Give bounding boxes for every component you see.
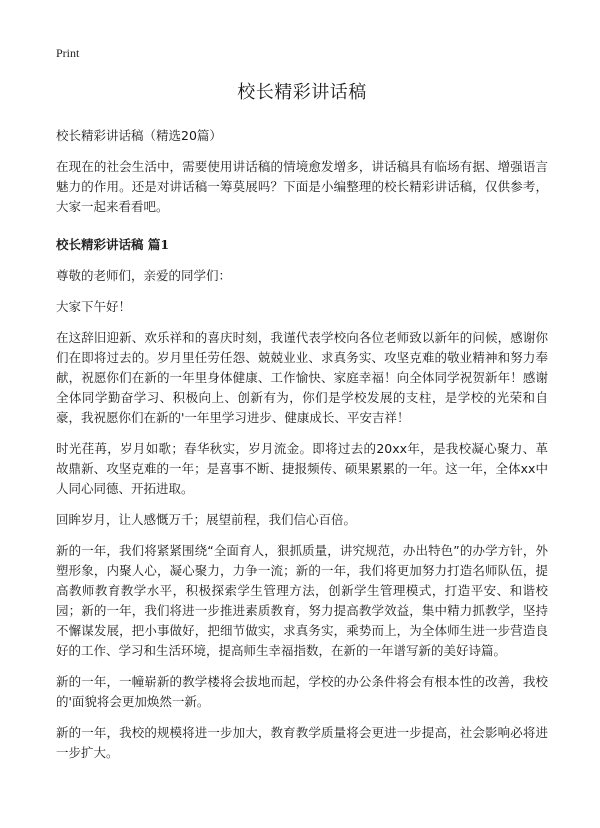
body-paragraph: 时光荏苒，岁月如歌；春华秋实，岁月流金。即将过去的20xx年，是我校凝心聚力、革故鼎新、攻坚克难的一年；是喜事不断、捷报频传、硕果累累的一年。这一年，全体xx中人同心同德、开拓进取。	[56, 441, 548, 496]
body-paragraph: 回眸岁月，让人感慨万千；展望前程，我们信心百倍。	[56, 512, 357, 527]
intro-paragraph: 在现在的社会生活中，需要使用讲话稿的情境愈发增多，讲话稿具有临场有据、增强语言魅力的作用。还是对讲话稿一筹莫展吗？下面是小编整理的校长精彩讲话稿，仅供参考，大家一起来看看吧。	[56, 159, 548, 214]
body-paragraph: 新的一年，我们将紧紧围绕“全面育人，狠抓质量，讲究规范，办出特色”的办学方针，外塑形象，内聚人心，凝心聚力，力争一流；新的一年，我们将更加努力打造名师队伍，提高教师教育教学水平，积极探索学生管理方法，创新学生管理模式，打造平安、和谐校园；新的一年，我们将进一步推进素质教育，努力提高教学效益，集中精力抓教学，坚持不懈谋发展，把小事做好，把细节做实，求真务实，乘势而上，为全体师生进一步营造良好的工作、学习和生活环境，提高师生幸福指数，在新的一年谱写新的美好诗篇。	[56, 543, 548, 658]
salutation-paragraph: 大家下午好！	[56, 299, 132, 314]
section-heading: 校长精彩讲话稿 篇1	[56, 237, 170, 252]
body-paragraph: 在这辞旧迎新、欢乐祥和的喜庆时刻，我谨代表学校向各位老师致以新年的问候，感谢你们在即将过去的。岁月里任劳任怨、兢兢业业、求真务实、攻坚克难的敬业精神和努力奉献，祝愿你们在新的一年里身体健康、工作愉快、家庭幸福！向全体同学祝贺新年！感谢全体同学勤奋学习、积极向上、创新有为，你们是学校发展的支柱，是学校的光荣和自豪，我祝愿你们在新的'一年里学习进步、健康成长、平安吉祥！	[56, 330, 548, 425]
document-subtitle: 校长精彩讲话稿（精选20篇）	[56, 128, 222, 143]
body-paragraph: 新的一年，我校的规模将进一步加大，教育教学质量将会更进一步提高，社会影响必将进一步扩大。	[56, 725, 548, 760]
greeting-paragraph: 尊敬的老师们，亲爱的同学们：	[56, 268, 232, 283]
document-title: 校长精彩讲话稿	[237, 82, 367, 103]
print-link[interactable]: Print	[56, 46, 80, 60]
body-paragraph: 新的一年，一幢崭新的教学楼将会拔地而起，学校的办公条件将会有根本性的改善，我校的'面貌将会更加焕然一新。	[56, 674, 548, 709]
document-page	[56, 78, 548, 774]
